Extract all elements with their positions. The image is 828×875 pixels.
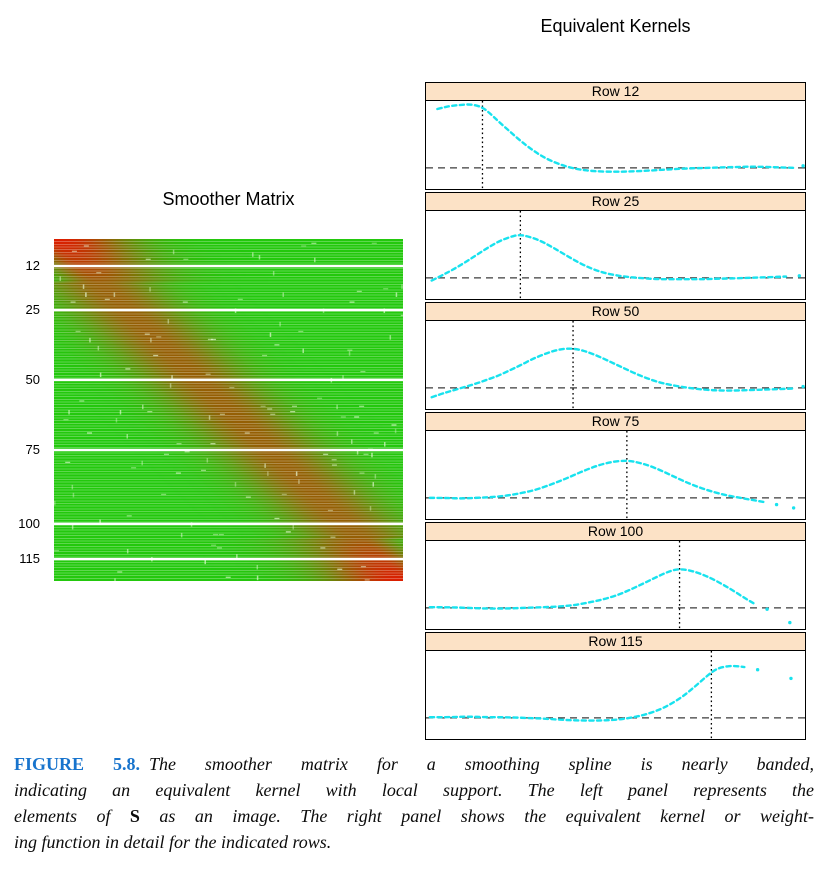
caption-line-3: elements of S as an image. The right panel shows the equivalent kernel or weight-: [14, 806, 814, 826]
panel-strip-label: Row 100: [426, 523, 805, 541]
smoother-matrix-heatmap: [54, 239, 403, 581]
kernel-panel-row-115: [425, 632, 806, 740]
kernels-column-title: Equivalent Kernels: [540, 16, 691, 36]
matrix-row-label-12: 12: [25, 258, 40, 273]
caption-line-4: ing function in detail for the indicated rows.: [14, 832, 332, 852]
panel-strip-label: Row 115: [426, 633, 805, 651]
kernel-curve-canvas: [426, 321, 805, 409]
kernel-panel-row-12: [425, 82, 806, 190]
bold-S-symbol: S: [129, 806, 140, 826]
kernel-curve-canvas: [426, 101, 805, 189]
figure-number-label: FIGURE 5.8.: [14, 754, 140, 774]
matrix-row-label-115: 115: [19, 551, 40, 566]
matrix-row-label-75: 75: [25, 442, 40, 457]
panel-strip-label: Row 12: [426, 83, 805, 101]
panel-strip-label: Row 50: [426, 303, 805, 321]
matrix-title: Smoother Matrix: [162, 189, 295, 209]
kernel-panel-row-50: [425, 302, 806, 410]
smoother-matrix-canvas: [54, 239, 403, 581]
caption-line-2: indicating an equivalent kernel with local support. The left panel represents the: [14, 780, 814, 800]
kernel-curve-canvas: [426, 651, 805, 739]
matrix-row-tick-labels: [6, 239, 44, 581]
kernel-panel-row-75: [425, 412, 806, 520]
kernel-curve-canvas: [426, 431, 805, 519]
matrix-row-label-25: 25: [25, 302, 40, 317]
figure-caption: [14, 751, 814, 855]
panel-strip-label: Row 75: [426, 413, 805, 431]
kernel-panel-row-100: [425, 522, 806, 630]
kernel-panels: [425, 82, 806, 742]
kernel-curve-canvas: [426, 211, 805, 299]
caption-line-1: [14, 751, 814, 777]
caption-text: The smoother matrix for a smoothing spline is nearly banded,: [148, 754, 815, 774]
kernel-panel-row-25: [425, 192, 806, 300]
matrix-row-label-50: 50: [25, 372, 40, 387]
matrix-row-label-100: 100: [18, 516, 40, 531]
kernel-curve-canvas: [426, 541, 805, 629]
panel-strip-label: Row 25: [426, 193, 805, 211]
